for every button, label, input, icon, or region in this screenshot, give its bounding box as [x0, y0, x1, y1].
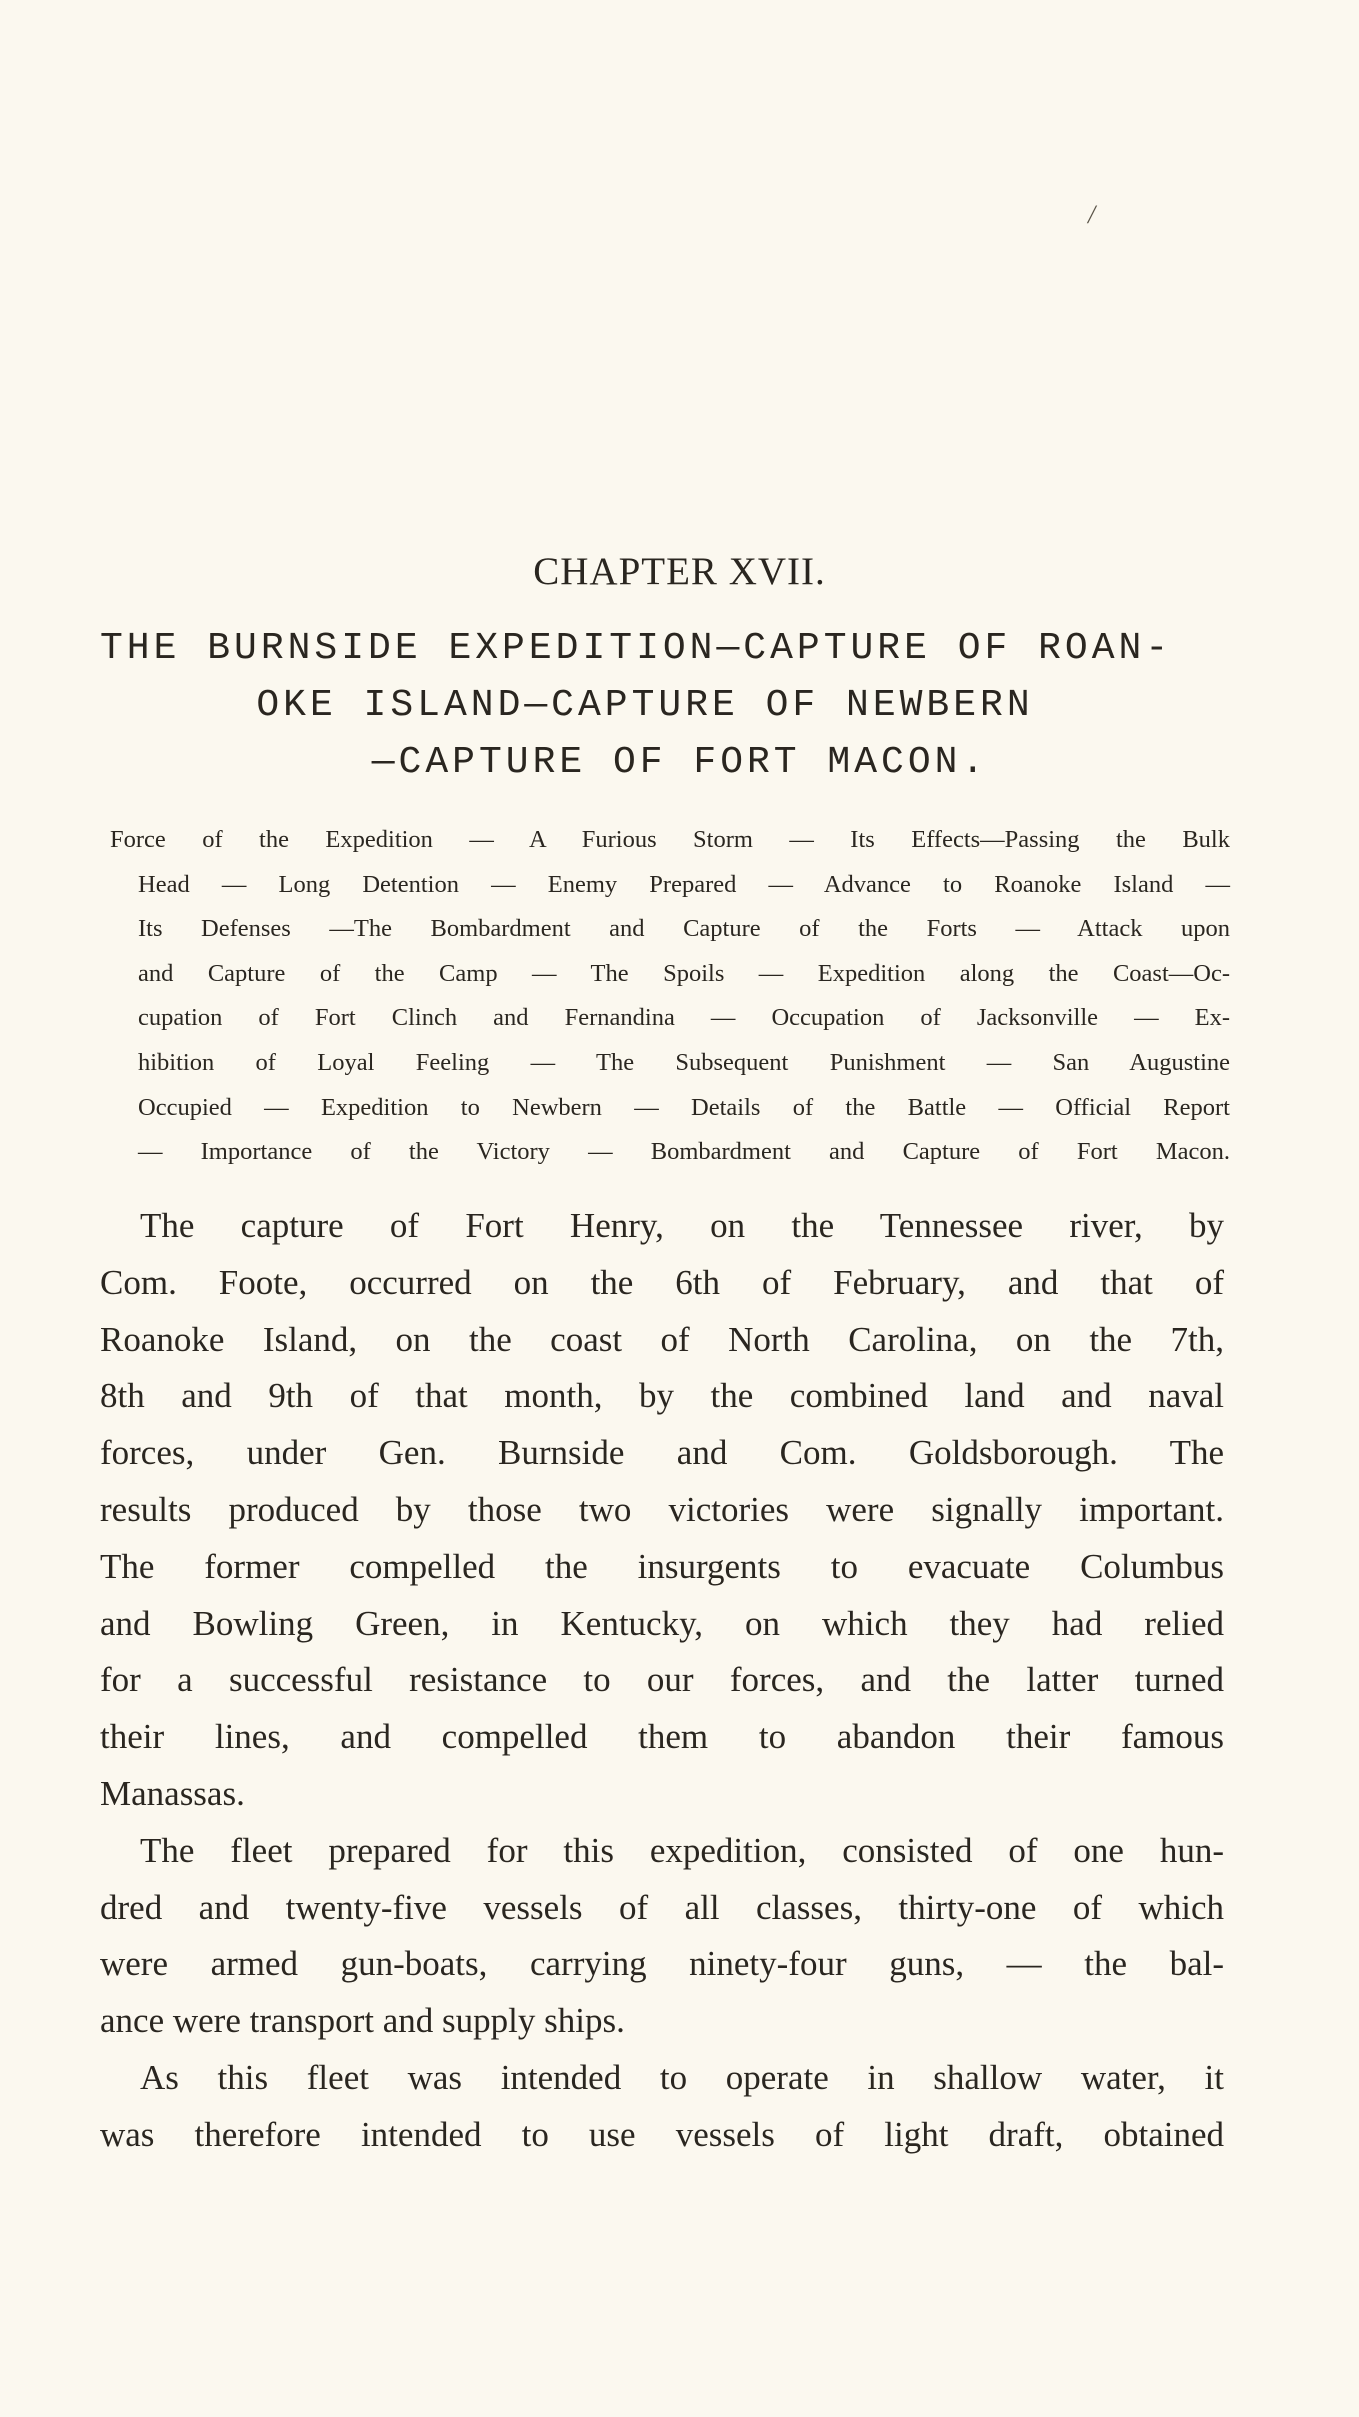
body-line: were armed gun-boats, carrying ninety-four guns, — the bal- [100, 1944, 1224, 1984]
body-line: their lines, and compelled them to abandon their famous [100, 1717, 1224, 1757]
body-line: The former compelled the insurgents to evacuate Columbus [100, 1546, 1224, 1586]
body-line: Roanoke Island, on the coast of North Carolina, on the 7th, [100, 1319, 1224, 1359]
synopsis-line: and Capture of the Camp — The Spoils — Expedition along the Coast—Oc- [138, 959, 1230, 987]
body-line: and Bowling Green, in Kentucky, on which they had relied [100, 1603, 1224, 1643]
synopsis-line: hibition of Loyal Feeling — The Subsequent Punishment — San Augustine [138, 1048, 1230, 1076]
body-line: The fleet prepared for this expedition, consisted of one hun- [140, 1830, 1224, 1870]
synopsis-line: Head — Long Detention — Enemy Prepared — Advance to Roanoke Island — [138, 870, 1230, 898]
body-line: ance were transport and supply ships. [100, 2001, 625, 2041]
body-line: Manassas. [100, 1773, 245, 1813]
body-line: was therefore intended to use vessels of light draft, obtained [100, 2114, 1224, 2154]
body-text [100, 1198, 1224, 2164]
synopsis-line: cupation of Fort Clinch and Fernandina — Occupation of Jacksonville — Ex- [138, 1004, 1230, 1032]
body-line: results produced by those two victories were signally important. [100, 1489, 1224, 1529]
synopsis-line: Force of the Expedition — A Furious Storm — Its Effects—Passing the Bulk [110, 826, 1230, 853]
body-line: The capture of Fort Henry, on the Tennessee river, by [140, 1206, 1224, 1245]
chapter-title-line: —CAPTURE OF FORT MACON. [371, 741, 989, 784]
body-line: forces, under Gen. Burnside and Com. Goldsborough. The [100, 1433, 1224, 1473]
synopsis-line: Its Defenses —The Bombardment and Capture of the Forts — Attack upon [138, 915, 1230, 943]
chapter-number: CHAPTER XVII. [533, 550, 826, 593]
synopsis-line: Occupied — Expedition to Newbern — Details of the Battle — Official Report [138, 1093, 1230, 1121]
body-line: 8th and 9th of that month, by the combined land and naval [100, 1376, 1224, 1416]
chapter-synopsis [110, 818, 1230, 1175]
synopsis-line: — Importance of the Victory — Bombardment and Capture of Fort Macon. [138, 1138, 1230, 1166]
body-line: dred and twenty-five vessels of all classes, thirty-one of which [100, 1887, 1224, 1927]
chapter-title-line: THE BURNSIDE EXPEDITION—CAPTURE OF ROAN- [100, 627, 1173, 670]
body-line: for a successful resistance to our forces, and the latter turned [100, 1660, 1224, 1700]
chapter-title [100, 620, 1230, 791]
chapter-title-line: OKE ISLAND—CAPTURE OF NEWBERN [256, 684, 1034, 727]
body-line: Com. Foote, occurred on the 6th of February, and that of [100, 1262, 1224, 1302]
body-line: As this fleet was intended to operate in shallow water, it [140, 2057, 1224, 2097]
pencil-mark: / [1088, 200, 1096, 229]
